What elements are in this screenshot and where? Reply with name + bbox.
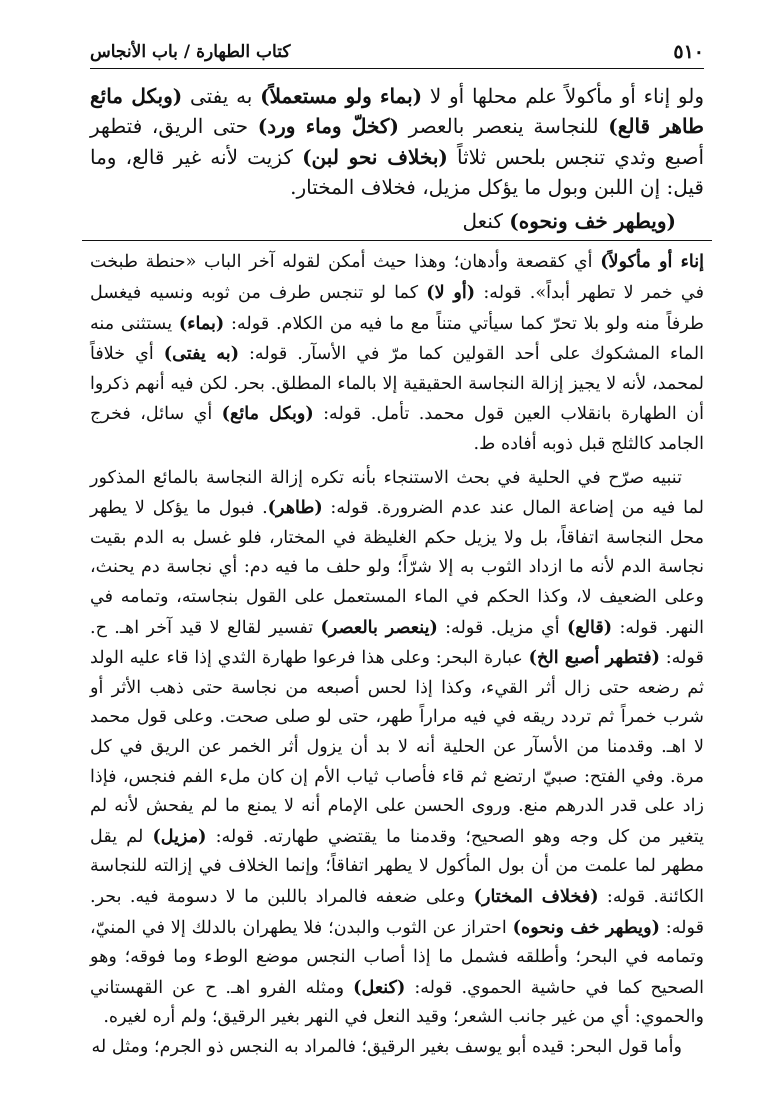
text-run: حتى الريق، فتطهر أصبع وثدي تنجس بلحس ثلاثاً <box>90 114 705 169</box>
bold-quote: (كنعل) <box>353 976 406 998</box>
text-run: ومثله الفرو اهـ. ح عن القهستاني والحموي: أي من غير جانب الشعر؛ وقيد النعل في النهر بغير الرقيق؛ ولم أره لغيره. <box>90 977 704 1028</box>
text-run: كزيت لأنه غير قالع، وما قيل: إن اللبن وبول ما يؤكل مزيل، فخلاف المختار. <box>90 144 704 199</box>
main-text-paragraph <box>90 81 704 202</box>
text-run: كما لو تنجس طرف من ثوبه ونسيه فيغسل طرفاً منه ولو بلا تحرّ كما سيأتي متناً مع ما فيه من الكلام. قوله: <box>90 283 704 334</box>
bold-quote: (بخلاف نحو لبن) <box>302 144 448 169</box>
bold-quote: (وبكل مائع طاهر قالع) <box>90 84 704 139</box>
commentary-paragraph <box>90 247 704 459</box>
text-run: وعلى ضعفه فالمراد باللبن ما لا دسومة فيه. بحر. قوله: <box>90 886 704 938</box>
text-run: به يفتى <box>182 84 261 108</box>
book-title: كتاب الطهارة <box>196 42 291 62</box>
bold-quote: (كخلّ وماء ورد) <box>257 114 399 139</box>
bold-quote: (فخلاف المختار) <box>473 885 599 907</box>
text-run: عبارة البحر: وعلى هذا فرعوا طهارة الثدي إذا قاء عليه الولد ثم رضعه حتى زال أثر القيء، وكذا إذا لحس أصبعه من نجاسة حتى ذهب الأثر أو شرب خمراً ثم تردد ريقه في فيه مراراً طهر، حتى لو صلى صحت. وعلى قول محمد لا اهـ. وقدمنا من الأسآر عن الحلية أنه لا بد أن يزول أثر الخمر عن الريق في كل مرة. وفي الفتح: صبيّ ارتضع ثم قاء فأصاب ثياب الأم إن كان ملء الفم فنجس، فإذا زاد على قدر الدرهم منع. وروى الحسن على الإمام أنه لا يمنع ما لم يفحش لأنه لم يتغير من كل وجه وهو الصحيح؛ وقدمنا ما يقتضي طهارته. قوله: <box>90 648 704 847</box>
text-run: يستثنى منه الماء المشكوك على أحد القولين كما مرّ في الأسآر. قوله: <box>90 313 704 365</box>
page-number: ٥١٠ <box>673 41 704 63</box>
commentary <box>90 247 704 1062</box>
text-run: لم يقل مطهر لما علمت من أن بول المأكول لا يطهر اتفاقاً؛ وإنما الخلاف في إزالته للنجاسة الكائنة. قوله: <box>90 826 704 907</box>
bold-quote: (ويطهر خف ونحوه) <box>509 209 676 234</box>
text-run: أي مزيل. قوله: <box>437 617 567 638</box>
text-run: أي سائل، فخرج الجامد كالثلج قبل ذوبه أفاده ط. <box>90 404 704 455</box>
text-run: للنجاسة ينعصر بالعصر <box>398 114 609 139</box>
text-run: أي كقصعة وأدهان؛ وهذا حيث أمكن لقوله آخر الباب «حنطة طبخت في خمر لا تطهر أبداً». قوله: <box>90 252 704 304</box>
bold-quote: (به يفتى) <box>163 343 240 365</box>
bold-quote: (ينعصر بالعصر) <box>320 616 438 638</box>
text-run: ولو إناء أو مأكولاً علم محلها أو لا <box>422 84 705 108</box>
text-run: أي خلافاً لمحمد، لأنه لا يجيز إزالة النجاسة الحقيقية إلا بالماء المطلق. بحر. لكن فيه أنهم ذكروا أن الطهارة بانقلاب العين قول محمد. تأمل. قوله: <box>90 344 704 425</box>
text-run: . فبول ما يؤكل لا يطهر محل النجاسة اتفاقاً، بل ولا يزيل حكم الغليظة في المختار، فلو غسل به الدم بقيت نجاسة الدم لأنه ما ازداد الثوب به إلا شرّاً؛ ولو حلف ما فيه دم: أي نجاسة دم يحنث، وعلى الضعيف لا، وكذا الحكم في الماء المستعمل على القول بنجاسته، وتمامه في النهر. قوله: <box>90 498 704 638</box>
main-text <box>90 81 704 236</box>
bold-quote: (بماء) <box>178 312 225 334</box>
bold-quote: (ويطهر خف ونحوه) <box>512 916 660 938</box>
main-text-paragraph <box>90 206 704 236</box>
text-run: احتراز عن الثوب والبدن؛ فلا يطهران بالدلك إلا في المنيّ، وتمامه في البحر؛ وأطلقه فشمل ما إذا أصاب النجس موضع الوطء وما فوقه؛ وهو الصحيح كما في حاشية الحموي. قوله: <box>90 917 704 998</box>
text-run: تفسير لقالع لا قيد آخر اهـ. ح. قوله: <box>90 617 704 669</box>
text-run: تنبيه صرّح في الحلية في بحث الاستنجاء بأنه تكره إزالة النجاسة بالمائع المذكور لما فيه من إضاعة المال عند عدم الضرورة. قوله: <box>90 467 704 519</box>
bold-quote: إناء أو مأكولاً) <box>600 251 704 273</box>
bold-quote: (أو لا) <box>426 282 476 304</box>
bold-quote: (فتطهر أصبع الخ) <box>528 647 660 669</box>
separator-line <box>82 240 712 241</box>
text-run: وأما قول البحر: قيده أبو يوسف بغير الرقيق؛ فالمراد به النجس ذو الجرم؛ ومثل له <box>91 1036 682 1057</box>
running-title <box>90 40 290 64</box>
bold-quote: (وبكل مائع) <box>221 403 314 425</box>
bold-quote: (طاهر) <box>267 497 323 519</box>
title-divider: / <box>183 42 191 62</box>
chapter-title: باب الأنجاس <box>90 42 178 62</box>
page-header <box>90 40 704 69</box>
commentary-paragraph <box>90 464 704 1033</box>
text-run: كنعل <box>462 209 510 234</box>
commentary-paragraph <box>90 1033 704 1063</box>
bold-quote: (قالع) <box>566 616 613 638</box>
bold-quote: (مزيل) <box>152 825 207 847</box>
bold-quote: (بماء ولو مستعملاً) <box>260 84 423 108</box>
